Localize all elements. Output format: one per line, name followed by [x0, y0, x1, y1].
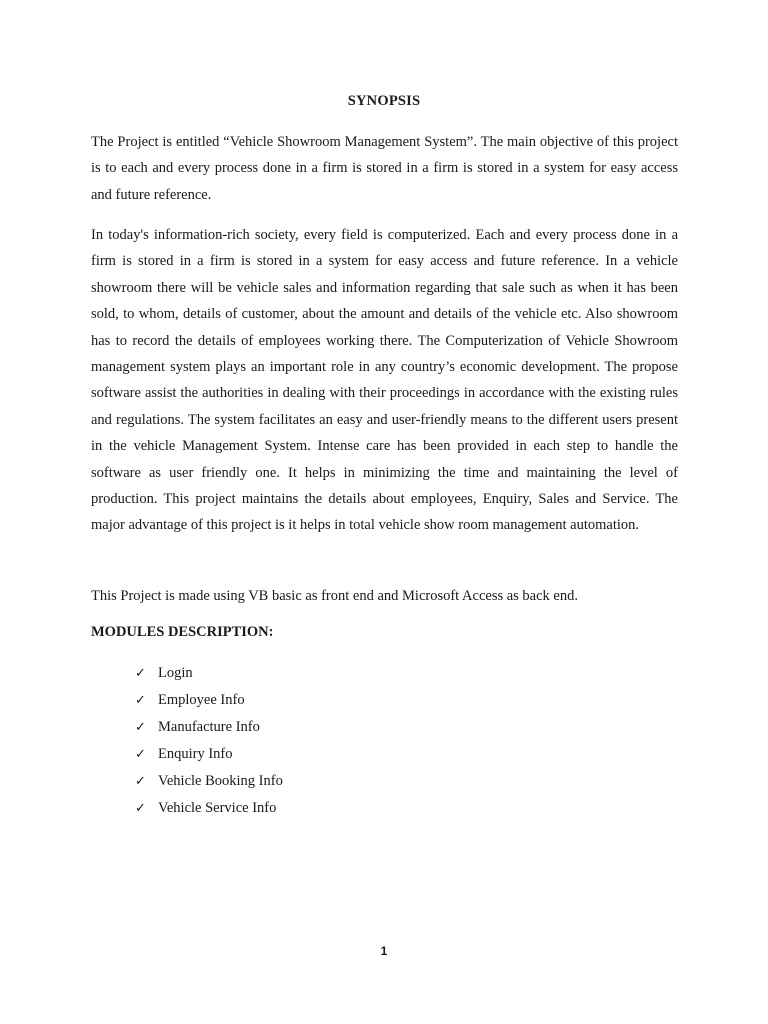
list-item: [135, 741, 283, 768]
checkmark-icon: ✓: [135, 747, 146, 762]
modules-heading: MODULES DESCRIPTION:: [91, 624, 274, 640]
module-label: Enquiry Info: [158, 746, 233, 762]
modules-list: [135, 660, 283, 822]
module-label: Login: [158, 665, 193, 681]
paragraph-intro: The Project is entitled “Vehicle Showroom Management System”. The main objective of this project is to each and every process done in a firm is stored in a firm is stored in a system for easy access and future reference.: [91, 134, 678, 203]
checkmark-icon: ✓: [135, 801, 146, 816]
paragraph-description: In today's information-rich society, every field is computerized. Each and every process done in a firm is stored in a firm is stored in a system for easy access and future reference. In a vehicle showroom there will be vehicle sales and information regarding that sale such as when it has been sold, to whom, details of customer, about the amount and details of the vehicle etc. Also showroom has to record the details of employees working there. The Computerization of Vehicle Showroom management system plays an important role in any country’s economic development. The propose software assist the authorities in dealing with their proceedings in accordance with the existing rules and regulations. The system facilitates an easy and user-friendly means to the different users present in the vehicle Management System. Intense care has been provided in each step to handle the software as user friendly one. It helps in minimizing the time and maintaining the level of production. This project maintains the details about employees, Enquiry, Sales and Service. The major advantage of this project is it helps in total vehicle show room management automation.: [91, 227, 678, 534]
checkmark-icon: ✓: [135, 720, 146, 735]
list-item: [135, 795, 283, 822]
checkmark-icon: ✓: [135, 666, 146, 681]
paragraph-technology: This Project is made using VB basic as front end and Microsoft Access as back end.: [91, 588, 578, 604]
page-title: SYNOPSIS: [347, 93, 421, 109]
list-item: [135, 768, 283, 795]
module-label: Vehicle Booking Info: [158, 773, 283, 789]
list-item: [135, 714, 283, 741]
module-label: Employee Info: [158, 692, 245, 708]
module-label: Vehicle Service Info: [158, 800, 277, 816]
list-item: [135, 687, 283, 714]
page-number: 1: [380, 944, 388, 958]
checkmark-icon: ✓: [135, 693, 146, 708]
checkmark-icon: ✓: [135, 774, 146, 789]
list-item: [135, 660, 283, 687]
module-label: Manufacture Info: [158, 719, 260, 735]
